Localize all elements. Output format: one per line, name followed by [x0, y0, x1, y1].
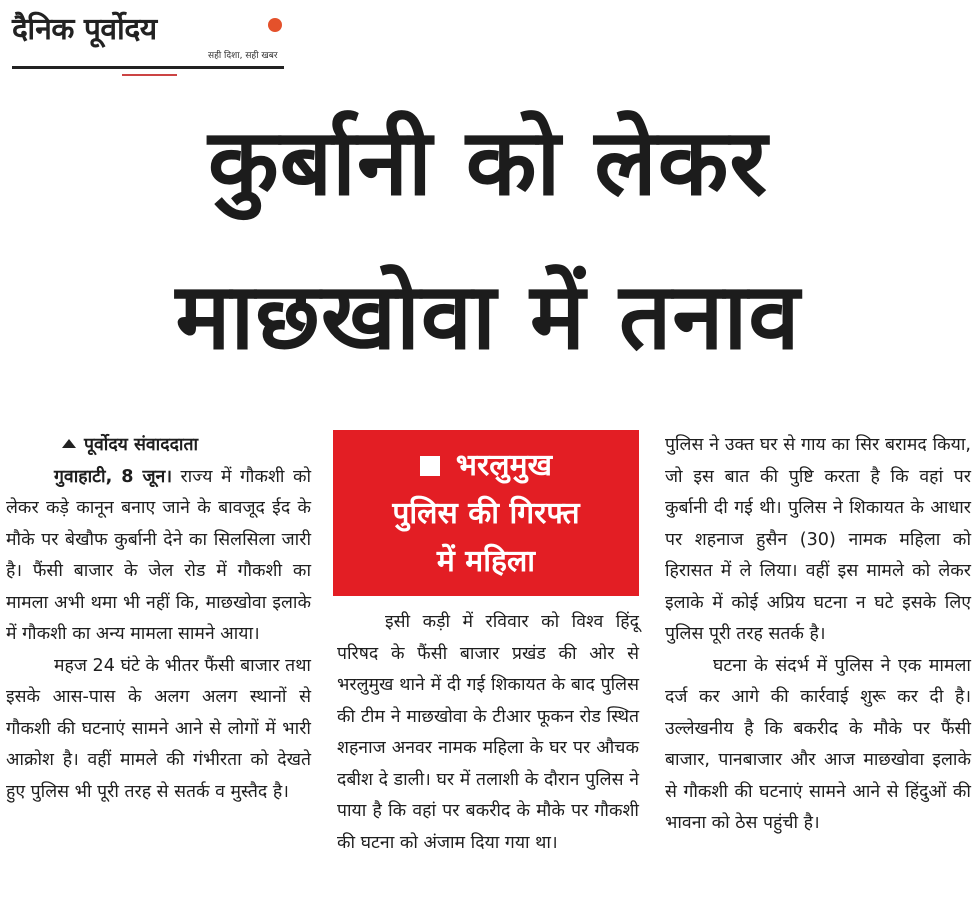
- highlight-box: [333, 430, 639, 596]
- paragraph: पुलिस ने उक्त घर से गाय का सिर बरामद किया, जो इस बात की पुष्टि करता है कि वहां पर कुर्बानी दी गई थी। पुलिस ने शिकायत के आधार पर शहनाज हुसैन (30) नामक महिला को हिरासत में ले लिया। वहीं इस मामले को लेकर इलाके में कोई अप्रिय घटना न घटे इसके लिए पुलिस पूरी तरह सतर्क है।: [665, 435, 971, 644]
- article-column-1: [6, 430, 311, 808]
- paragraph: [6, 462, 311, 651]
- headline-line-1: कुर्बानी को लेकर: [207, 109, 769, 216]
- square-bullet-icon: [420, 456, 440, 476]
- highlight-line-1-text: भरलुमुख: [455, 448, 553, 483]
- highlight-line-3: में महिला: [436, 544, 536, 579]
- newspaper-logo: दैनिक पूर्वोदय: [12, 12, 157, 47]
- paragraph-text: राज्य में गौकशी को लेकर कड़े कानून बनाए जाने के बावजूद ईद के मौके पर बेखौफ कुर्बानी देने का सिलसिला जारी है। फैंसी बाजार के जेल रोड में गौकशी का मामला अभी थमा भी नहीं कि, माछखोवा इलाके में गौकशी का अन्य मामला सामने आया।: [6, 466, 312, 644]
- highlight-line-2: पुलिस की गिरफ्त: [392, 496, 580, 531]
- masthead-accent-rule: [122, 74, 177, 76]
- masthead-tagline: सही दिशा, सही खबर: [208, 51, 278, 61]
- byline-text: पूर्वोदय संवाददाता: [84, 435, 199, 455]
- byline: [6, 430, 311, 462]
- article-column-3: [665, 430, 971, 840]
- paragraph: महज 24 घंटे के भीतर फैंसी बाजार तथा इसके आस-पास के अलग अलग स्थानों से गौकशी की घटनाएं सामने आने से लोगों में भारी आक्रोश है। वहीं मामले की गंभीरता को देखते हुए पुलिस भी पूरी तरह से सतर्क व मुस्तैद है।: [6, 655, 311, 802]
- paragraph: घटना के संदर्भ में पुलिस ने एक मामला दर्ज कर आगे की कार्रवाई शुरू कर दी है। उल्लेखनीय है कि बकरीद के मौके पर फैंसी बाजार, पानबाजार और आज माछखोवा इलाके से गौकशी की घटनाएं सामने आने से हिंदुओं की भावना को ठेस पहुंची है।: [665, 655, 971, 833]
- dateline: गुवाहाटी, 8 जून।: [54, 466, 172, 487]
- masthead-rule: [12, 66, 284, 69]
- triangle-bullet-icon: [62, 439, 76, 448]
- masthead: [12, 10, 284, 72]
- headline-line-2: माछखोवा में तनाव: [175, 263, 801, 370]
- logo-dot-icon: [268, 18, 282, 32]
- highlight-line-1: [333, 444, 639, 488]
- paragraph: इसी कड़ी में रविवार को विश्व हिंदू परिषद के फैंसी बाजार प्रखंड की ओर से भरलुमुख थाने में दी गई शिकायत के बाद पुलिस की टीम ने माछखोवा के टीआर फूकन रोड स्थित शहनाज अनवर नामक महिला के घर पर औचक दबीश दे डाली। घर में तलाशी के दौरान पुलिस ने पाया है कि वहां पर बकरीद के मौके पर गौकशी की घटना को अंजाम दिया गया था।: [337, 612, 639, 853]
- article-column-2: [337, 607, 639, 859]
